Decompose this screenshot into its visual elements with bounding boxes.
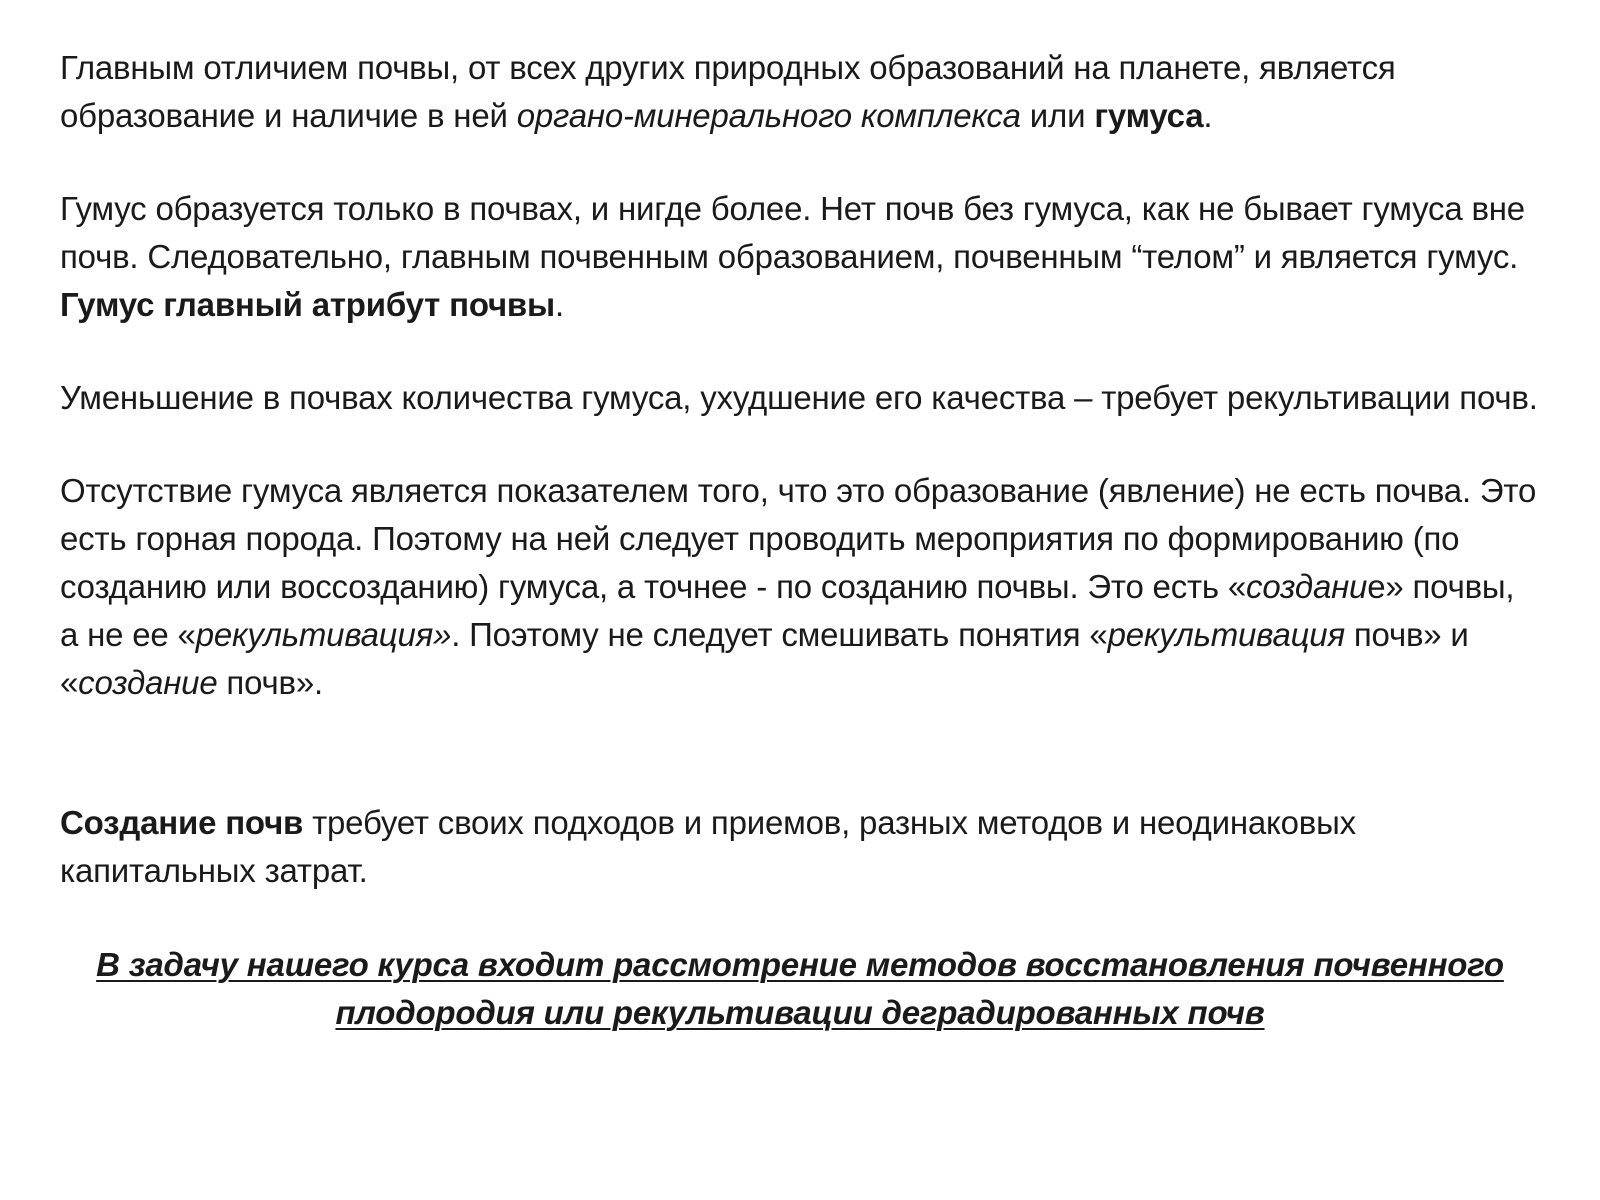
slide-content bbox=[60, 44, 1540, 1037]
text-segment: Главным отличием почвы, от всех других природных образований на планете, является образование и наличие в ней bbox=[60, 49, 1396, 134]
text-segment-bold: Гумус главный атрибут почвы bbox=[60, 286, 555, 323]
paragraph-soil-creation bbox=[60, 799, 1540, 895]
text-segment: почв». bbox=[217, 664, 323, 701]
text-segment: Гумус образуется только в почвах, и нигде более. Нет почв без гумуса, как не бывает гумуса вне почв. Следовательно, главным почвенным образованием, почвенным “телом” и является гумус. bbox=[60, 190, 1525, 275]
text-segment-italic: рекультивация» bbox=[195, 616, 452, 653]
text-segment: Отсутствие гумуса является показателем того, что это образование (явление) не есть почва. Это есть горная порода. Поэтому на ней следует проводить мероприятия по формированию (по созданию или воссозданию) гумуса, а точнее - по созданию почвы. Это есть « bbox=[60, 472, 1537, 605]
text-segment-italic: органо-минерального комплекса bbox=[516, 97, 1021, 134]
paragraph-humus-distinction bbox=[60, 44, 1540, 140]
text-segment-italic: создани bbox=[1246, 568, 1368, 605]
text-segment: е» почвы, а не ее « bbox=[60, 568, 1515, 653]
course-objective-statement: В задачу нашего курса входит рассмотрение методов восстановления почвенного плодородия или рекультивации деградированных почв bbox=[96, 946, 1504, 1031]
text-segment-bold: Создание почв bbox=[60, 804, 304, 841]
paragraph-humus-attribute bbox=[60, 185, 1540, 329]
text-segment: требует своих подходов и приемов, разных методов и неодинаковых капитальных затрат. bbox=[60, 804, 1356, 889]
text-segment: или bbox=[1020, 97, 1095, 134]
text-segment: . bbox=[1203, 97, 1213, 134]
text-segment-bold: гумуса bbox=[1094, 97, 1204, 134]
text-segment: Уменьшение в почвах количества гумуса, ухудшение его качества – требует рекультивации почв. bbox=[60, 379, 1538, 416]
paragraph-humus-absence bbox=[60, 467, 1540, 707]
text-segment: . Поэтому не следует смешивать понятия « bbox=[451, 616, 1108, 653]
text-segment-italic: рекультивация bbox=[1107, 616, 1345, 653]
text-segment-italic: создание bbox=[78, 664, 218, 701]
text-segment: . bbox=[554, 286, 564, 323]
paragraph-humus-decrease bbox=[60, 374, 1540, 422]
text-segment: почв» и « bbox=[60, 616, 1469, 701]
